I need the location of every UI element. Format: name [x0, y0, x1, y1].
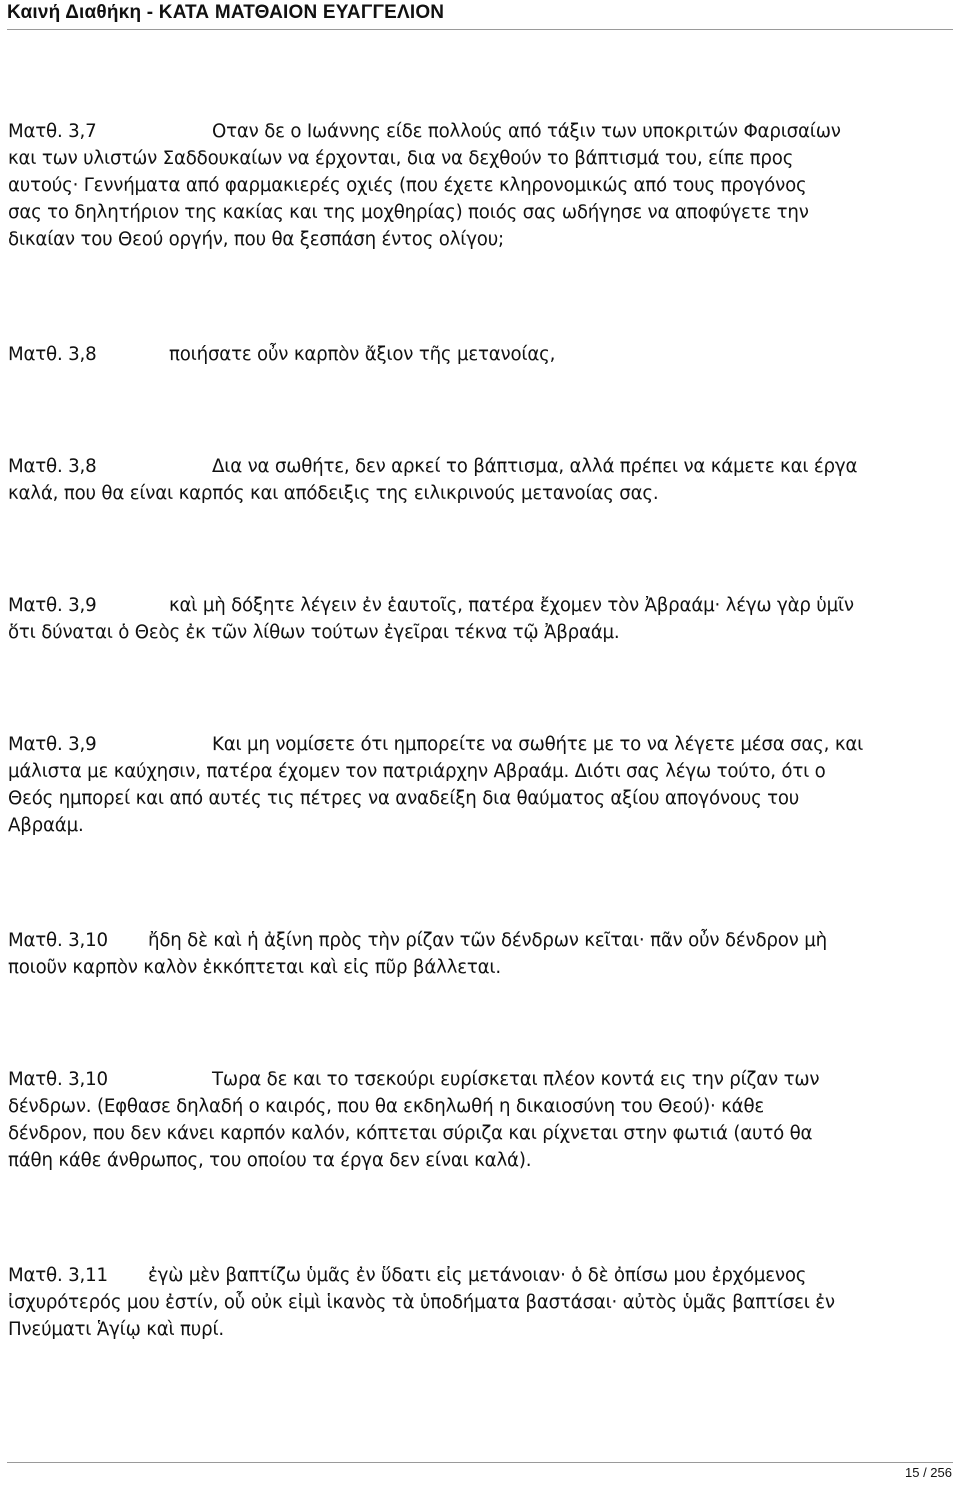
verse-block: [8, 731, 954, 839]
verse-text-line: ἰσχυρότερός μου ἐστίν, οὗ οὐκ εἰμὶ ἱκανὸς τὰ ὑποδήματα βαστάσαι· αὐτὸς ὑμᾶς βαπτίσει ἐν: [8, 1292, 835, 1313]
verse-text-line: δένδρων. (Εφθασε δηλαδή ο καιρός, που θα εκδηλωθή η δικαιοσύνη του Θεού)· κάθε: [8, 1096, 765, 1117]
verse-first-line: [8, 592, 954, 619]
verse-text-line: ποιοῦν καρπὸν καλὸν ἐκκόπτεται καὶ εἰς πῦρ βάλλεται.: [8, 957, 501, 978]
verse-text-line: Πνεύματι Ἁγίῳ καὶ πυρί.: [8, 1319, 225, 1340]
header-divider: [7, 29, 953, 30]
verse-first-line: [8, 118, 954, 145]
footer-divider: [7, 1462, 953, 1463]
verse-reference: Ματθ. 3,10: [8, 930, 108, 951]
verse-text-line: αυτούς· Γεννήματα από φαρμακιερές οχιές (που έχετε κληρονομικώς από τους προγόνος: [8, 175, 807, 196]
verse-first-line: [8, 731, 954, 758]
verse-reference: Ματθ. 3,8: [8, 344, 97, 365]
verse-text: Οταν δε ο Ιωάννης είδε πολλούς από τάξιν των υποκριτών Φαρισαίων: [212, 121, 841, 142]
verse-block: [8, 118, 954, 253]
verse-text: ἤδη δὲ καὶ ἡ ἀξίνη πρὸς τὴν ρίζαν τῶν δένδρων κεῖται· πᾶν οὖν δένδρον μὴ: [148, 930, 827, 951]
verse-first-line: [8, 1262, 954, 1289]
verse-text-line: μάλιστα με καύχησιν, πατέρα έχομεν τον πατριάρχην Αβραάμ. Διότι σας λέγω τούτο, ότι ο: [8, 761, 826, 782]
verse-reference: Ματθ. 3,9: [8, 595, 97, 616]
verse-reference: Ματθ. 3,10: [8, 1069, 108, 1090]
verse-text-line: ὅτι δύναται ὁ Θεὸς ἐκ τῶν λίθων τούτων ἐγεῖραι τέκνα τῷ Ἀβραάμ.: [8, 622, 620, 643]
verse-first-line: [8, 1066, 954, 1093]
verse-first-line: [8, 453, 954, 480]
verse-text: καὶ μὴ δόξητε λέγειν ἐν ἑαυτοῖς, πατέρα ἔχομεν τὸν Ἀβραάμ· λέγω γὰρ ὑμῖν: [169, 595, 854, 616]
verse-reference: Ματθ. 3,8: [8, 456, 97, 477]
verse-text: Δια να σωθήτε, δεν αρκεί το βάπτισμα, αλλά πρέπει να κάμετε και έργα: [212, 456, 858, 477]
verse-text-line: Θεός ημπορεί και από αυτές τις πέτρες να αναδείξη δια θαύματος αξίου απογόνους του: [8, 788, 800, 809]
verse-block: [8, 453, 954, 507]
verse-text-line: Αβραάμ.: [8, 815, 84, 836]
verse-text-line: δικαίαν του Θεού οργήν, που θα ξεσπάση έντος ολίγου;: [8, 229, 504, 250]
verse-text-line: πάθη κάθε άνθρωπος, του οποίου τα έργα δεν είναι καλά).: [8, 1150, 532, 1171]
verse-text-line: και των υλιστών Σαδδουκαίων να έρχονται, δια να δεχθούν το βάπτισμά του, είπε προς: [8, 148, 794, 169]
page-title: Καινή Διαθήκη - ΚΑΤΑ ΜΑΤΘΑΙΟΝ ΕΥΑΓΓΕΛΙΟΝ: [7, 2, 445, 23]
page-number: 15 / 256: [905, 1465, 952, 1480]
verse-block: [8, 341, 954, 368]
verse-text-line: σας το δηλητήριον της κακίας και της μοχθηρίας) ποιός σας ωδήγησε να αποφύγετε την: [8, 202, 809, 223]
verse-first-line: [8, 927, 954, 954]
verse-first-line: [8, 341, 954, 368]
verse-text: Και μη νομίσετε ότι ημπορείτε να σωθήτε με το να λέγετε μέσα σας, και: [212, 734, 864, 755]
verse-text: ἐγὼ μὲν βαπτίζω ὑμᾶς ἐν ὕδατι εἰς μετάνοιαν· ὁ δὲ ὀπίσω μου ἐρχόμενος: [148, 1265, 807, 1286]
verse-reference: Ματθ. 3,9: [8, 734, 97, 755]
verse-reference: Ματθ. 3,7: [8, 121, 97, 142]
verse-block: [8, 927, 954, 981]
verse-reference: Ματθ. 3,11: [8, 1265, 108, 1286]
verse-block: [8, 1262, 954, 1343]
verse-text-line: δένδρον, που δεν κάνει καρπόν καλόν, κόπτεται σύριζα και ρίχνεται στην φωτιά (αυτό θα: [8, 1123, 813, 1144]
verse-block: [8, 1066, 954, 1174]
verse-text: Τωρα δε και το τσεκούρι ευρίσκεται πλέον κοντά εις την ρίζαν των: [212, 1069, 820, 1090]
verse-text: ποιήσατε οὖν καρπὸν ἄξιον τῆς μετανοίας,: [169, 344, 556, 365]
verse-text-line: καλά, που θα είναι καρπός και απόδειξις της ειλικρινούς μετανοίας σας.: [8, 483, 659, 504]
verse-block: [8, 592, 954, 646]
